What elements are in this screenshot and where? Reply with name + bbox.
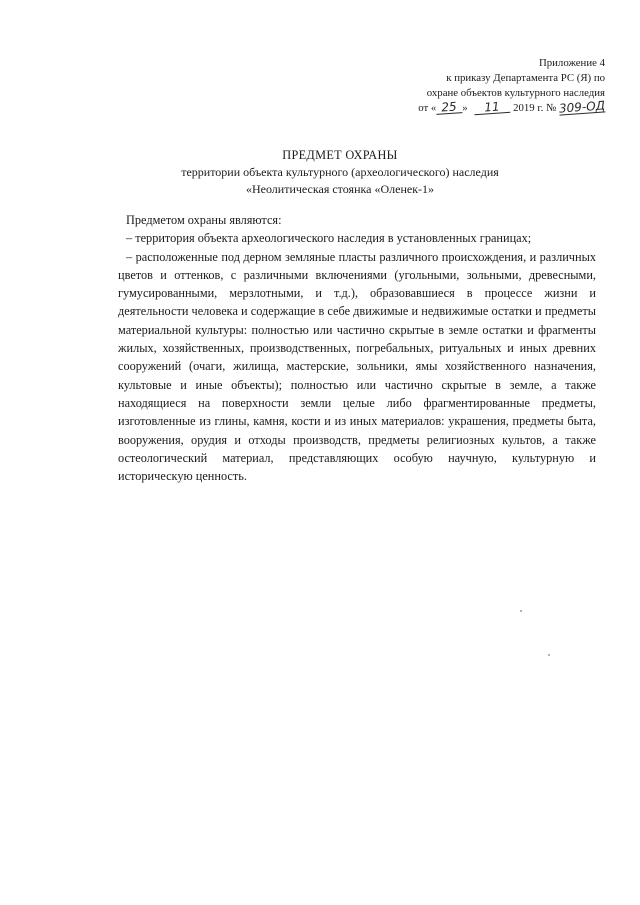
body-item-layers: – расположенные под дерном земляные пласты различного происхождения, и различных цветов и оттенков, с различными включениями (угольными, зольными, древесными, гумусированными, мерзлотными, и т.д.), образовавшиеся в процессе жизни и деятельности человека и содержащие в себе движимые и недвижимые остатки и предметы материальной культуры: полностью или частично скрытые в земле остатки и фрагменты жилых, хозяйственных, производственных, погребальных, ритуальных и иных древних сооружений (очаги, жилища, мастерские, зольники, ямы хозяйственного назначения, культовые и иные объекты); полностью или частично скрытые в земле, а также находящиеся на поверхности земли целые либо фрагментированные предметы, изготовленные из глины, камня, кости и из иных материалов: украшения, предметы быта, вооружения, орудия и отходы производств, предметы религиозных культов, а также остеологический материал, представляющих особую научную, культурную и историческую ценность. xyxy=(118,249,596,484)
title-site-name: «Неолитическая стоянка «Оленек-1» xyxy=(245,182,435,196)
appendix-header xyxy=(380,56,605,116)
body-item-territory: – территория объекта археологического наследия в установленных границах; xyxy=(126,231,532,246)
document-body xyxy=(118,211,596,485)
scan-speck xyxy=(520,610,522,612)
order-date-line xyxy=(380,98,606,116)
document-title-block xyxy=(100,147,580,198)
scan-speck xyxy=(548,654,550,656)
body-intro: Предметом охраны являются: xyxy=(126,213,282,227)
appendix-number: Приложение 4 xyxy=(538,57,605,69)
title-territory: территории объекта культурного (археологического) наследия xyxy=(181,165,499,179)
date-year: 2019 г. № xyxy=(513,102,557,114)
date-prefix: от « xyxy=(418,102,437,114)
appendix-order-ref: к приказу Департамента РС (Я) по xyxy=(446,72,605,84)
handwritten-order-number: 309-ОД xyxy=(558,98,606,116)
date-quote-close: » xyxy=(462,102,468,114)
document-title: ПРЕДМЕТ ОХРАНЫ xyxy=(282,148,398,162)
appendix-department: охране объектов культурного наследия xyxy=(426,87,605,99)
handwritten-month: 11 xyxy=(474,100,511,115)
handwritten-day: 25 xyxy=(436,100,463,115)
